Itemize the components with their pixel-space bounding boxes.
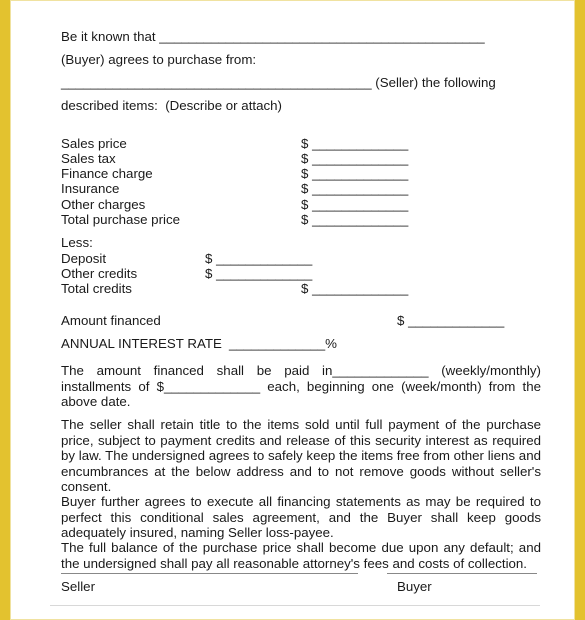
intro-line-4: described items: (Describe or attach): [61, 98, 282, 113]
intro-line-1: Be it known that ____________________________________________: [61, 29, 485, 44]
cost-field-sales-price: $ _____________: [301, 136, 409, 151]
financing-statements-paragraph: Buyer further agrees to execute all financing statements as may be required to perfect this conditional sales agreement, and the Buyer shall keep goods adequately insured, naming Seller loss-payee.: [61, 494, 541, 540]
seller-signature-line: [61, 573, 358, 574]
interest-rate-label: ANNUAL INTEREST RATE: [61, 336, 222, 351]
title-retention-paragraph: The seller shall retain title to the items sold until full payment of the purchase price, subject to payment credits and release of this security interest as required by law. The undersigned agrees to safely keep the items free from other liens and encumbrances at the below address and to not remove goods without seller's consent.: [61, 417, 541, 494]
less-field-other-credits: $ _____________: [205, 266, 313, 281]
cost-label-sales-tax: Sales tax: [61, 151, 116, 166]
cost-field-finance-charge: $ _____________: [301, 166, 409, 181]
cost-label-total-purchase-price: Total purchase price: [61, 212, 180, 227]
intro-line-3: __________________________________________ (Seller) the following: [61, 75, 496, 90]
less-heading: Less:: [61, 235, 93, 250]
cost-label-sales-price: Sales price: [61, 136, 127, 151]
cost-field-other-charges: $ _____________: [301, 197, 409, 212]
less-field-total-credits: $ _____________: [301, 281, 409, 296]
cost-field-sales-tax: $ _____________: [301, 151, 409, 166]
payment-terms-paragraph: The amount financed shall be paid in_____________ (weekly/monthly) installments of $_____________ each, beginning one (week/month) from the above date.: [61, 363, 541, 409]
amount-financed-label: Amount financed: [61, 313, 161, 328]
intro-line-2: (Buyer) agrees to purchase from:: [61, 52, 257, 67]
cost-field-total-purchase-price: $ _____________: [301, 212, 409, 227]
interest-rate-field: _____________%: [229, 336, 337, 351]
buyer-signature-label: Buyer: [397, 579, 432, 594]
cost-label-other-charges: Other charges: [61, 197, 146, 212]
less-field-deposit: $ _____________: [205, 251, 313, 266]
document-page: [10, 0, 575, 620]
seller-signature-label: Seller: [61, 579, 95, 594]
buyer-signature-line: [387, 573, 537, 574]
cost-field-insurance: $ _____________: [301, 181, 409, 196]
cost-label-insurance: Insurance: [61, 181, 120, 196]
cost-label-finance-charge: Finance charge: [61, 166, 153, 181]
default-paragraph: The full balance of the purchase price shall become due upon any default; and the undersigned shall pay all reasonable attorney's fees and costs of collection.: [61, 540, 541, 571]
less-label-deposit: Deposit: [61, 251, 107, 266]
page-bottom-rule: [50, 605, 540, 606]
less-label-other-credits: Other credits: [61, 266, 138, 281]
less-label-total-credits: Total credits: [61, 281, 132, 296]
amount-financed-field: $ _____________: [397, 313, 505, 328]
